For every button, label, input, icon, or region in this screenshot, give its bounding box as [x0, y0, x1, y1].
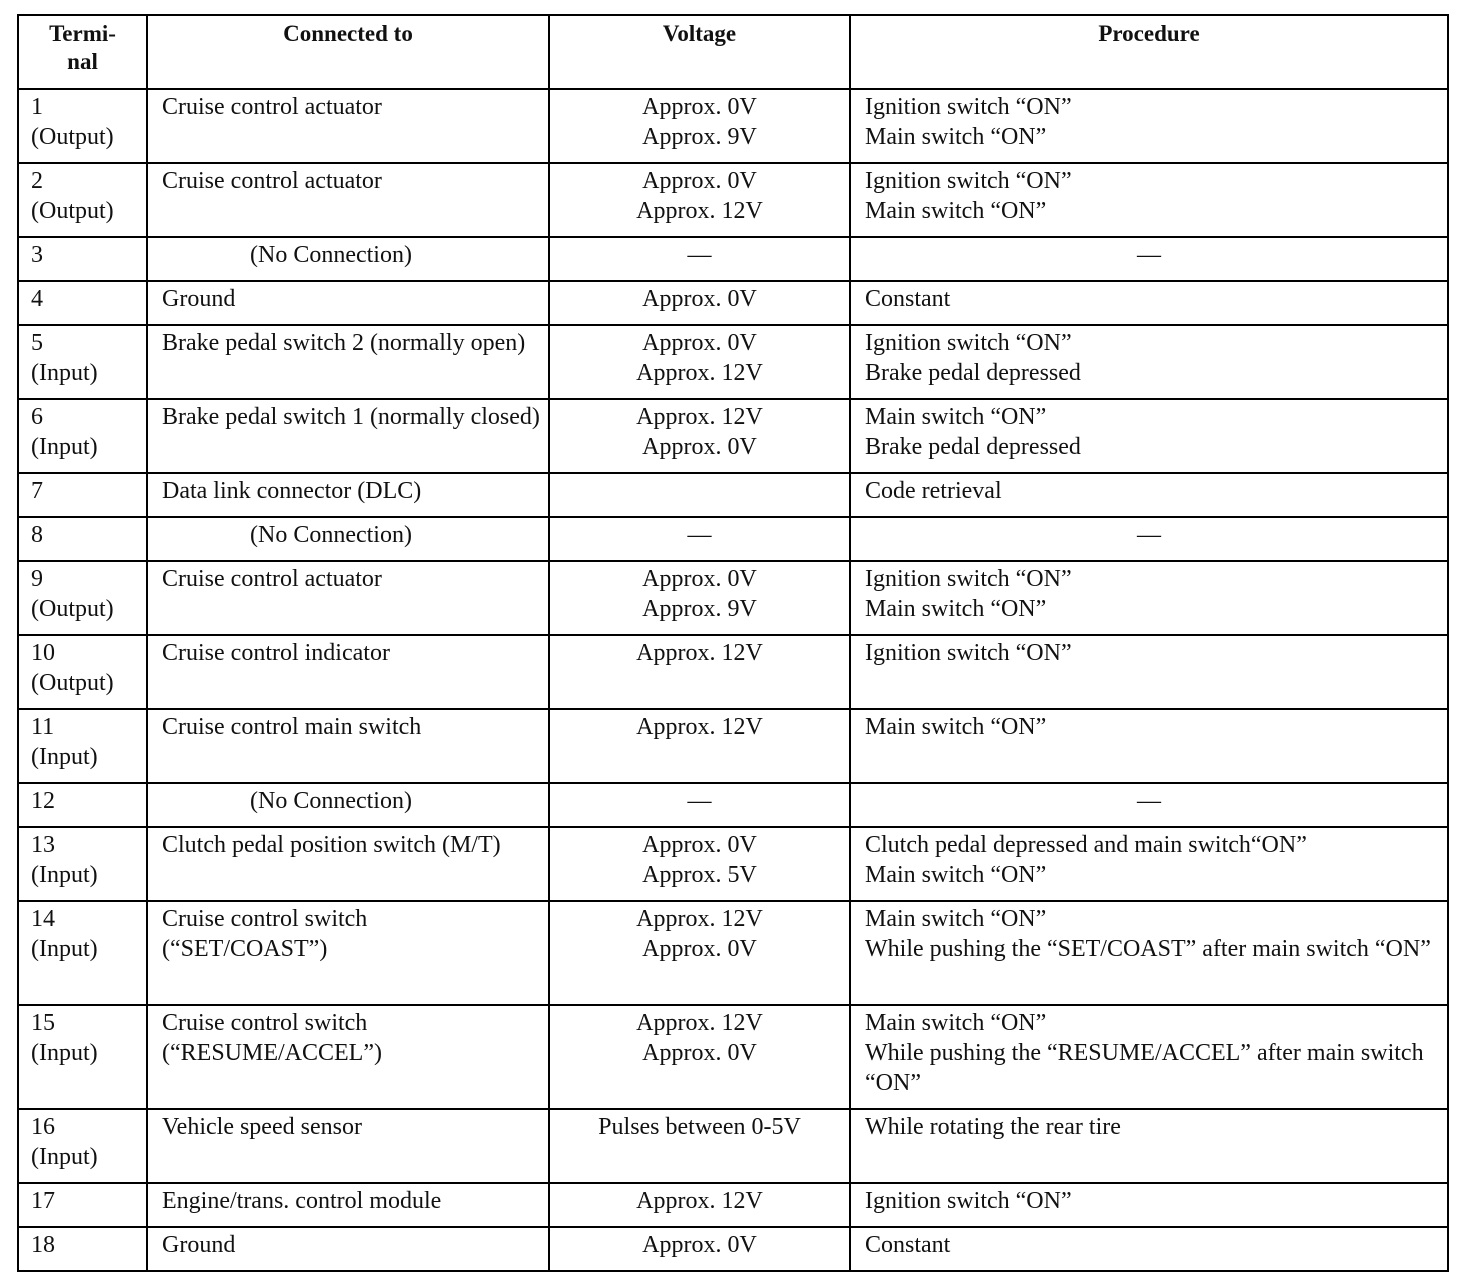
voltage-value: Pulses between 0-5V	[598, 1114, 801, 1140]
procedure-cell	[850, 783, 1448, 827]
voltage-value: Approx. 12V	[636, 1188, 763, 1214]
terminal-number: 8	[31, 522, 43, 548]
header-voltage: Voltage	[549, 15, 850, 89]
table-row	[18, 783, 1448, 827]
terminal-direction: (Input)	[31, 1144, 98, 1170]
terminal-cell	[18, 709, 147, 783]
header-procedure: Procedure	[850, 15, 1448, 89]
voltage-value: Approx. 0V	[642, 832, 757, 858]
terminal-cell	[18, 163, 147, 237]
voltage-cell	[549, 399, 850, 473]
procedure-step-2: Main switch “ON”	[865, 198, 1047, 224]
connected-to-cell	[147, 1227, 549, 1271]
table-row	[18, 237, 1448, 281]
connected-to-cell	[147, 281, 549, 325]
procedure-cell	[850, 827, 1448, 901]
connected-to-cell	[147, 1005, 549, 1109]
procedure-step: Code retrieval	[865, 478, 1002, 504]
procedure-step-2: Main switch “ON”	[865, 596, 1047, 622]
connected-to-cell	[147, 1183, 549, 1227]
procedure-step: While rotating the rear tire	[865, 1114, 1121, 1140]
connected-to-text: (No Connection)	[250, 242, 412, 268]
terminal-number: 10	[31, 640, 55, 666]
terminal-direction: (Output)	[31, 596, 114, 622]
connected-to-text: Cruise control switch	[162, 1010, 368, 1036]
procedure-cell	[850, 1005, 1448, 1109]
procedure-step: Ignition switch “ON”	[865, 640, 1072, 666]
connected-to-cell	[147, 783, 549, 827]
table-row	[18, 281, 1448, 325]
procedure-cell	[850, 281, 1448, 325]
connected-to-cell	[147, 709, 549, 783]
procedure-step-2: While pushing the “SET/COAST” after main switch “ON”	[865, 936, 1431, 962]
voltage-value-2: Approx. 9V	[642, 596, 757, 622]
voltage-value: Approx. 12V	[636, 1010, 763, 1036]
header-connected-to: Connected to	[147, 15, 549, 89]
connected-to-text: Clutch pedal position switch (M/T)	[162, 832, 501, 858]
table-row	[18, 709, 1448, 783]
voltage-cell	[549, 1109, 850, 1183]
procedure-step: Ignition switch “ON”	[865, 168, 1072, 194]
connected-to-text: Cruise control actuator	[162, 168, 382, 194]
terminal-number: 2	[31, 168, 43, 194]
voltage-value: —	[687, 242, 712, 268]
procedure-step: Main switch “ON”	[865, 906, 1047, 932]
table-row	[18, 163, 1448, 237]
terminal-number: 17	[31, 1188, 55, 1214]
voltage-value-2: Approx. 12V	[636, 198, 763, 224]
procedure-cell	[850, 561, 1448, 635]
procedure-step: Ignition switch “ON”	[865, 1188, 1072, 1214]
connected-to-cell	[147, 635, 549, 709]
connected-to-subtext: (“RESUME/ACCEL”)	[162, 1040, 382, 1066]
voltage-value: Approx. 0V	[642, 330, 757, 356]
terminal-direction: (Input)	[31, 434, 98, 460]
terminal-cell	[18, 281, 147, 325]
voltage-cell	[549, 325, 850, 399]
voltage-value-2: Approx. 9V	[642, 124, 757, 150]
connected-to-text: Brake pedal switch 1 (normally closed)	[162, 404, 540, 430]
connected-to-cell	[147, 237, 549, 281]
voltage-cell	[549, 1183, 850, 1227]
voltage-value: Approx. 12V	[636, 906, 763, 932]
procedure-cell	[850, 709, 1448, 783]
procedure-step-2: Main switch “ON”	[865, 862, 1047, 888]
connected-to-cell	[147, 163, 549, 237]
connected-to-text: Cruise control main switch	[162, 714, 422, 740]
procedure-cell	[850, 325, 1448, 399]
procedure-step: Constant	[865, 1232, 951, 1258]
table-row	[18, 517, 1448, 561]
terminal-number: 11	[31, 714, 55, 740]
terminal-cell	[18, 561, 147, 635]
connected-to-text: Cruise control actuator	[162, 566, 382, 592]
voltage-cell	[549, 473, 850, 517]
procedure-cell	[850, 1227, 1448, 1271]
terminal-number: 1	[31, 94, 43, 120]
table-row	[18, 1109, 1448, 1183]
header-terminal-line1: Termi-	[49, 21, 116, 46]
connected-to-text: Data link connector (DLC)	[162, 478, 422, 504]
terminal-direction: (Input)	[31, 360, 98, 386]
voltage-cell	[549, 89, 850, 163]
voltage-cell	[549, 901, 850, 1005]
terminal-cell	[18, 1005, 147, 1109]
voltage-cell	[549, 281, 850, 325]
connected-to-text: Engine/trans. control module	[162, 1188, 442, 1214]
connected-to-text: Brake pedal switch 2 (normally open)	[162, 330, 526, 356]
terminal-number: 5	[31, 330, 43, 356]
terminal-cell	[18, 827, 147, 901]
terminal-cell	[18, 635, 147, 709]
table-body	[18, 89, 1448, 1271]
terminal-number: 15	[31, 1010, 55, 1036]
terminal-number: 7	[31, 478, 43, 504]
terminal-direction: (Input)	[31, 936, 98, 962]
procedure-step-2: Main switch “ON”	[865, 124, 1047, 150]
procedure-cell	[850, 473, 1448, 517]
procedure-cell	[850, 163, 1448, 237]
voltage-value: Approx. 0V	[642, 286, 757, 312]
procedure-step: Constant	[865, 286, 951, 312]
voltage-value: Approx. 0V	[642, 566, 757, 592]
connected-to-cell	[147, 89, 549, 163]
procedure-step-2: While pushing the “RESUME/ACCEL” after main switch “ON”	[865, 1040, 1424, 1096]
connected-to-text: Cruise control indicator	[162, 640, 390, 666]
voltage-value-2: Approx. 12V	[636, 360, 763, 386]
procedure-step: —	[1137, 242, 1161, 268]
procedure-step: Ignition switch “ON”	[865, 330, 1072, 356]
table-row	[18, 89, 1448, 163]
connected-to-text: Vehicle speed sensor	[162, 1114, 362, 1140]
terminal-direction: (Input)	[31, 1040, 98, 1066]
procedure-cell	[850, 635, 1448, 709]
voltage-value-2: Approx. 0V	[642, 434, 757, 460]
terminal-cell	[18, 517, 147, 561]
terminal-number: 9	[31, 566, 43, 592]
table-row	[18, 635, 1448, 709]
procedure-step-2: Brake pedal depressed	[865, 360, 1081, 386]
procedure-cell	[850, 237, 1448, 281]
procedure-cell	[850, 517, 1448, 561]
terminal-direction: (Output)	[31, 124, 114, 150]
procedure-step: —	[1137, 788, 1161, 814]
terminal-cell	[18, 325, 147, 399]
voltage-value: Approx. 0V	[642, 168, 757, 194]
voltage-cell	[549, 635, 850, 709]
procedure-step: —	[1137, 522, 1161, 548]
procedure-cell	[850, 1109, 1448, 1183]
voltage-cell	[549, 783, 850, 827]
connected-to-text: Cruise control switch	[162, 906, 368, 932]
voltage-value: Approx. 12V	[636, 640, 763, 666]
terminal-cell	[18, 237, 147, 281]
procedure-step: Clutch pedal depressed and main switch“ON”	[865, 832, 1307, 858]
terminal-number: 6	[31, 404, 43, 430]
terminal-number: 18	[31, 1232, 55, 1258]
terminal-cell	[18, 901, 147, 1005]
connected-to-cell	[147, 325, 549, 399]
terminal-number: 13	[31, 832, 55, 858]
terminal-direction: (Output)	[31, 670, 114, 696]
procedure-step: Main switch “ON”	[865, 404, 1047, 430]
procedure-step: Ignition switch “ON”	[865, 94, 1072, 120]
terminal-direction: (Output)	[31, 198, 114, 224]
table-row	[18, 1227, 1448, 1271]
voltage-cell	[549, 1227, 850, 1271]
terminal-number: 3	[31, 242, 43, 268]
table-row	[18, 1005, 1448, 1109]
procedure-step: Ignition switch “ON”	[865, 566, 1072, 592]
table-row	[18, 827, 1448, 901]
terminal-number: 12	[31, 788, 55, 814]
procedure-cell	[850, 89, 1448, 163]
voltage-cell	[549, 827, 850, 901]
voltage-value: Approx. 12V	[636, 714, 763, 740]
header-terminal	[18, 15, 147, 89]
procedure-step-2: Brake pedal depressed	[865, 434, 1081, 460]
procedure-cell	[850, 1183, 1448, 1227]
procedure-step: Main switch “ON”	[865, 714, 1047, 740]
terminal-number: 14	[31, 906, 55, 932]
connected-to-subtext: (“SET/COAST”)	[162, 936, 328, 962]
voltage-cell	[549, 517, 850, 561]
connected-to-text: Ground	[162, 286, 236, 312]
table-row	[18, 1183, 1448, 1227]
voltage-value: Approx. 0V	[642, 1232, 757, 1258]
terminal-cell	[18, 1183, 147, 1227]
terminal-cell	[18, 1109, 147, 1183]
terminal-number: 4	[31, 286, 43, 312]
procedure-step: Main switch “ON”	[865, 1010, 1047, 1036]
voltage-value: —	[687, 788, 712, 814]
voltage-value-2: Approx. 5V	[642, 862, 757, 888]
table-row	[18, 561, 1448, 635]
connected-to-text: (No Connection)	[250, 788, 412, 814]
table-row	[18, 901, 1448, 1005]
procedure-cell	[850, 901, 1448, 1005]
voltage-value: Approx. 0V	[642, 94, 757, 120]
terminal-number: 16	[31, 1114, 55, 1140]
voltage-cell	[549, 709, 850, 783]
procedure-cell	[850, 399, 1448, 473]
connected-to-cell	[147, 901, 549, 1005]
connected-to-cell	[147, 827, 549, 901]
connected-to-cell	[147, 1109, 549, 1183]
terminal-table	[17, 14, 1449, 1272]
terminal-table-wrapper	[17, 14, 1447, 1272]
voltage-cell	[549, 1005, 850, 1109]
voltage-cell	[549, 237, 850, 281]
header-row	[18, 15, 1448, 89]
connected-to-cell	[147, 399, 549, 473]
connected-to-cell	[147, 473, 549, 517]
terminal-direction: (Input)	[31, 862, 98, 888]
header-terminal-line2: nal	[67, 49, 98, 74]
voltage-value: Approx. 12V	[636, 404, 763, 430]
connected-to-text: Ground	[162, 1232, 236, 1258]
terminal-cell	[18, 399, 147, 473]
voltage-value-2: Approx. 0V	[642, 1040, 757, 1066]
terminal-cell	[18, 1227, 147, 1271]
connected-to-text: Cruise control actuator	[162, 94, 382, 120]
terminal-cell	[18, 89, 147, 163]
table-row	[18, 473, 1448, 517]
table-row	[18, 325, 1448, 399]
terminal-direction: (Input)	[31, 744, 98, 770]
terminal-cell	[18, 783, 147, 827]
connected-to-text: (No Connection)	[250, 522, 412, 548]
voltage-cell	[549, 163, 850, 237]
table-row	[18, 399, 1448, 473]
voltage-cell	[549, 561, 850, 635]
connected-to-cell	[147, 561, 549, 635]
voltage-value: —	[687, 522, 712, 548]
voltage-value-2: Approx. 0V	[642, 936, 757, 962]
terminal-cell	[18, 473, 147, 517]
connected-to-cell	[147, 517, 549, 561]
